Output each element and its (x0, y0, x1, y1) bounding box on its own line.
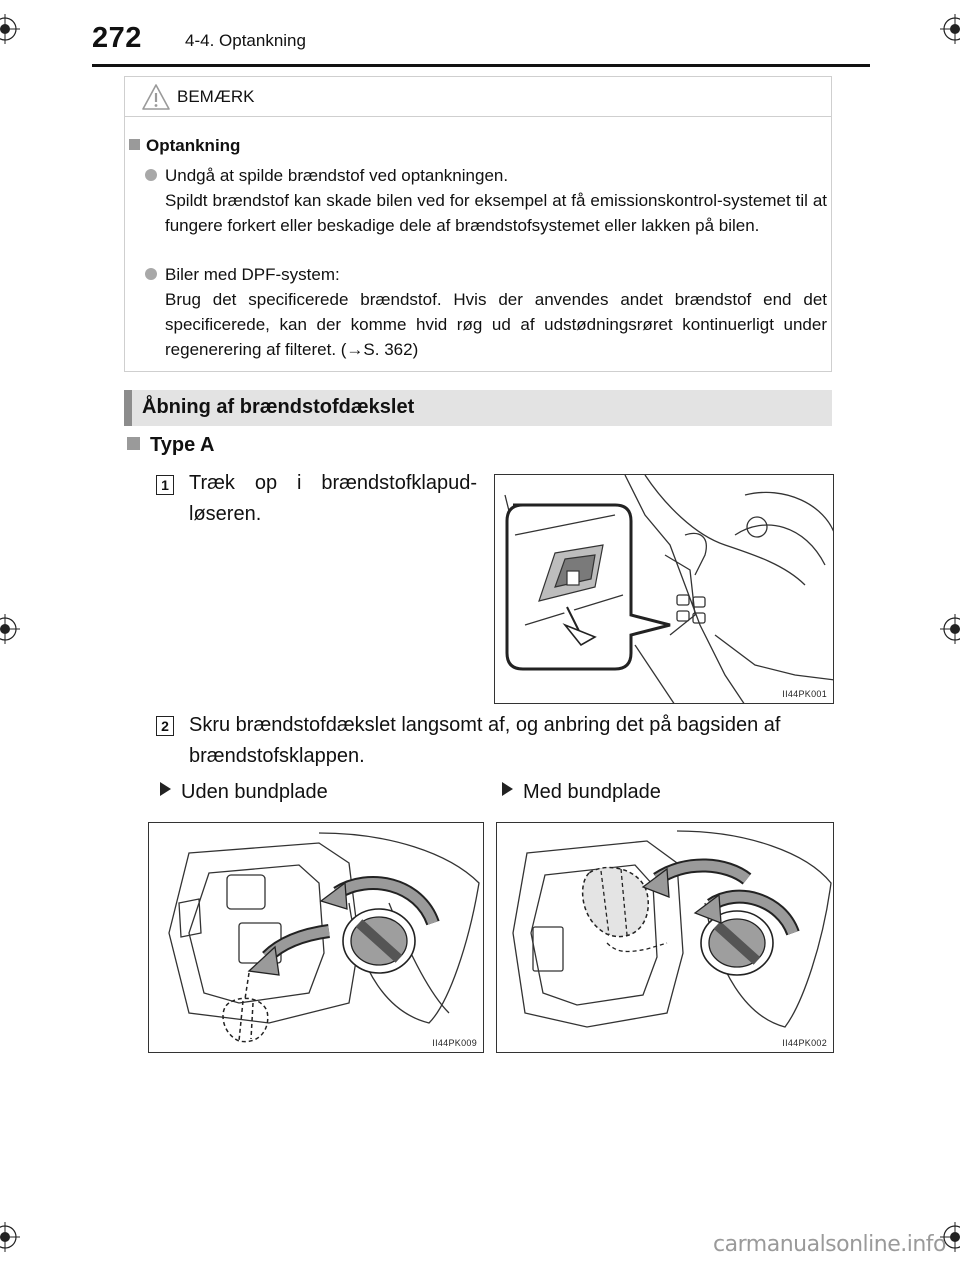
caution-item-body: Spildt brændstof kan skade bilen ved for eksempel at få emissionskontrol-systemet til at fungere forkert eller beskadige dele af brændstofsystemet eller lakken på bilen. (165, 191, 827, 235)
option-with-plate: Med bundplade (502, 781, 661, 804)
type-heading: Type A (127, 434, 214, 457)
figure-code: II44PK009 (432, 1038, 477, 1048)
bullet-icon (145, 268, 157, 280)
caution-item (147, 262, 827, 362)
registration-mark-icon (940, 614, 960, 644)
fuel-cap-without-plate-figure (148, 822, 484, 1053)
step-text: Træk op i brændstofklapud-løseren. (189, 472, 477, 525)
triangle-bullet-icon (160, 782, 171, 796)
fuel-cap-with-plate-figure (496, 822, 834, 1053)
option-without-plate: Uden bundplade (160, 781, 328, 804)
warning-triangle-icon (141, 83, 171, 111)
caution-box (124, 76, 832, 372)
procedure-heading-bar (124, 390, 832, 426)
procedure-title: Åbning af brændstofdækslet (142, 396, 415, 418)
fuel-cap-without-plate-illustration (149, 823, 484, 1053)
step-number: 1 (156, 475, 174, 495)
figure-code: II44PK001 (782, 689, 827, 699)
registration-mark-icon (940, 14, 960, 44)
caution-heading: Optankning (129, 136, 240, 156)
fuel-cap-with-plate-illustration (497, 823, 834, 1053)
section-title: 4-4. Optankning (185, 31, 306, 50)
registration-mark-icon (0, 1222, 20, 1252)
header-rule (92, 64, 870, 67)
step-number: 2 (156, 716, 174, 736)
fuel-door-opener-illustration (495, 475, 834, 704)
caution-header (125, 77, 831, 117)
figure-code: II44PK002 (782, 1038, 827, 1048)
page-number: 272 (92, 22, 142, 54)
caution-item-title: Biler med DPF-system: (165, 265, 340, 284)
caution-item-title: Undgå at spilde brændstof ved optankningen. (165, 166, 509, 185)
footer-watermark: carmanualsonline.info (713, 1232, 946, 1257)
caution-item-body: Brug det specificerede brændstof. Hvis der anvendes andet brændstof end det specificerede, kan der komme hvid røg ud af udstødningsrøret kontinuerligt under regenerering af filteret. (→S. 362) (165, 290, 827, 359)
caution-item (147, 163, 827, 238)
registration-mark-icon (0, 14, 20, 44)
bullet-icon (145, 169, 157, 181)
fuel-door-opener-figure (494, 474, 834, 704)
registration-mark-icon (0, 614, 20, 644)
triangle-bullet-icon (502, 782, 513, 796)
step-text: Skru brændstofdækslet langsomt af, og anbring det på bagsiden af brændstofsklappen. (189, 714, 781, 767)
caution-label: BEMÆRK (177, 87, 255, 106)
